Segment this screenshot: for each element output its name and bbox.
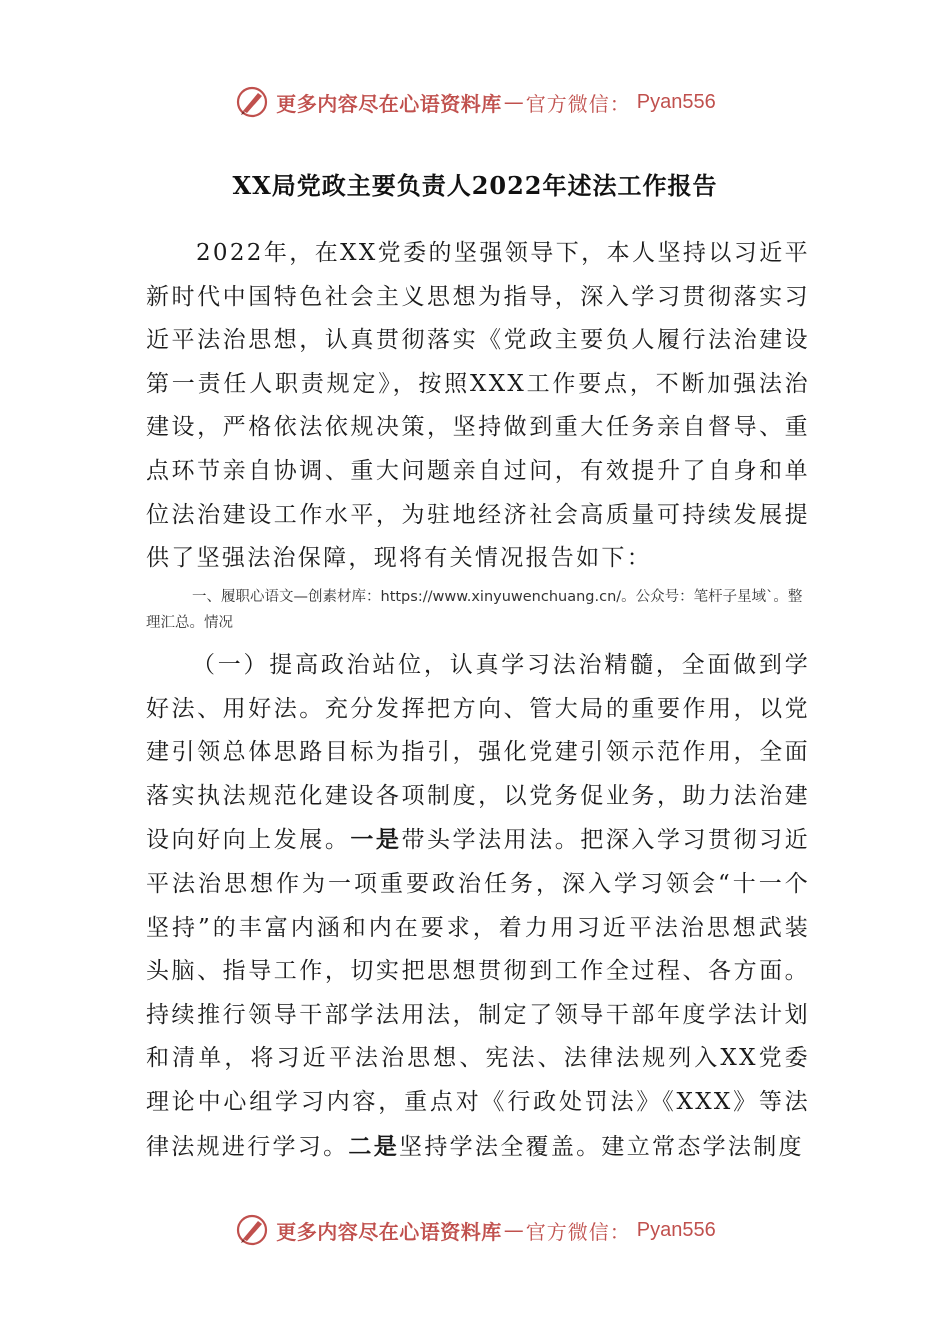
banner-sub-text: 官方微信： <box>525 91 631 116</box>
banner-sub-text: 官方微信： <box>525 1219 631 1244</box>
banner-wechat-id: Pyan556 <box>636 90 716 113</box>
banner-dash: — <box>503 1218 524 1242</box>
banner-wechat-id: Pyan556 <box>636 1218 716 1241</box>
pen-logo-icon <box>234 84 270 120</box>
banner-main-text: 更多内容尽在心语资料库 <box>276 91 502 116</box>
document-title: XX局党政主要负责人2022年述法工作报告 <box>232 171 718 200</box>
section-1-text-d: 坚持学法全覆盖。建立常态学法制度 <box>399 1133 804 1160</box>
section-1-text-c: 带头学法用法。把深入学习贯彻习近平法治思想作为一项重要政治任务，深入学习领会“十一个坚持”的丰富内涵和内在要求，着力用习近平法治思想武装头脑、指导工作，切实把思想贯彻到工作全过程、各方面。持续推行领导干部学法用法，制定了领导干部年度学法计划和清单，将习近平法治思想、宪法、法律法规列入XX党委理论中心组学习内容，重点对《行政处罚法》《XXX》等法律法规进行学习。 <box>146 827 810 1160</box>
point-one-label: 一是 <box>350 826 402 854</box>
banner-dash: — <box>503 90 524 114</box>
section-1-text-a: （一）提高政治站位，认真学习法治精髓，全面做到学好法、用好法。充分发挥把方向、管大局的重要作用，以党建引领总体思路目标为指引，强化党建引领示范作用，全面落实执法规范化建设各项制度，以党务促业务，助力法治建设向好向上发展。 <box>146 652 810 854</box>
point-two-label: 二是 <box>348 1132 400 1160</box>
footer-banner <box>0 1208 950 1252</box>
intro-paragraph: 2022年，在XX党委的坚强领导下，本人坚持以习近平新时代中国特色社会主义思想为指导，深入学习贯彻落实习近平法治思想，认真贯彻落实《党政主要负人履行法治建设第一责任人职责规定》，按照XXX工作要点，不断加强法治建设，严格依法依规决策，坚持做到重大任务亲自督导、重点环节亲自协调、重大问题亲自过问，有效提升了自身和单位法治建设工作水平，为驻地经济社会高质量可持续发展提供了坚强法治保障，现将有关情况报告如下： <box>146 240 810 572</box>
section-note: 一、履职心语文—创素材库：https://www.xinyuwenchuang.cn/。公众号：笔杆子星域`。整理汇总。情况 <box>146 589 803 631</box>
section-1-paragraph <box>146 644 810 1169</box>
pen-logo-icon <box>234 1212 270 1248</box>
banner-main-text: 更多内容尽在心语资料库 <box>276 1219 502 1244</box>
header-banner <box>0 80 950 124</box>
